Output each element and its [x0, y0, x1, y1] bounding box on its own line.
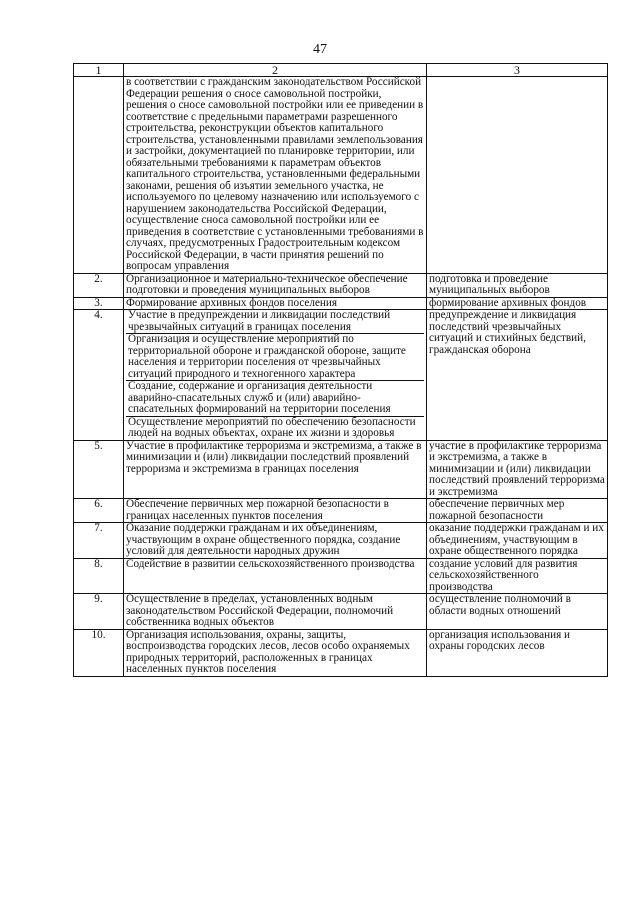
table-row — [74, 523, 608, 559]
column-header-1: 1 — [74, 64, 124, 77]
authority-scope-cell: предупреждение и ликвидация последствий чрезвычайных ситуаций и стихийных бедствий, гражданская оборона — [427, 310, 608, 441]
row-number: 4. — [74, 310, 124, 441]
table-row — [74, 273, 608, 297]
row-number: 7. — [74, 523, 124, 559]
authority-scope-cell: организация использования и охраны городских лесов — [427, 629, 608, 676]
authority-scope-cell — [427, 77, 608, 274]
table-row — [74, 310, 608, 441]
competence-table — [73, 63, 608, 677]
authority-scope-cell: участие в профилактике терроризма и экстремизма, а также в минимизации и (или) ликвидации последствий проявлений терроризма и экстремизма — [427, 440, 608, 499]
page-number: 47 — [313, 42, 327, 57]
municipal-issue-cell: Осуществление в пределах, установленных водным законодательством Российской Федерации, полномочий собственника водных объектов — [124, 594, 427, 630]
authority-scope-cell: формирование архивных фондов — [427, 297, 608, 310]
authority-scope-cell: создание условий для развития сельскохозяйственного производства — [427, 558, 608, 594]
row-number — [74, 77, 124, 274]
municipal-issue-cell: в соответствии с гражданским законодательством Российской Федерации решения о сносе самовольной постройки, решения о сносе самовольной постройки или ее приведении в соответствие с предельными параметрами разрешенного строительства, реконструкции объектов капитального строительства, установленными правилами землепользования и застройки, документацией по планировке территории, или обязательными требованиями к параметрам объектов капитального строительства, установленными федеральными законами, решения об изъятии земельного участка, не используемого по целевому назначению или используемого с нарушением законодательства Российской Федерации, осуществление сноса самовольной постройки или ее приведения в соответствие с установленными требованиями в случаях, предусмотренных Градостроительным кодексом Российской Федерации, в части принятия решений по вопросам управления — [124, 77, 427, 274]
municipal-issue-subitem: Участие в предупреждении и ликвидации последствий чрезвычайных ситуаций в границах поселения — [128, 309, 391, 333]
row-number: 6. — [74, 499, 124, 523]
municipal-issue-cell: Формирование архивных фондов поселения — [124, 297, 427, 310]
table-row — [74, 629, 608, 676]
table-row — [74, 499, 608, 523]
table-row — [74, 558, 608, 594]
authority-scope-cell: подготовка и проведение муниципальных выборов — [427, 273, 608, 297]
row-number: 10. — [74, 629, 124, 676]
column-header-3: 3 — [427, 64, 608, 77]
municipal-issue-cell: Организационное и материально-техническое обеспечение подготовки и проведения муниципальных выборов — [124, 273, 427, 297]
municipal-issue-subitem: Организация и осуществление мероприятий по территориальной обороне и гражданской обороне, защите населения и территории поселения от чрезвычайных ситуаций природного и техногенного характера — [126, 333, 424, 380]
authority-scope-cell: обеспечение первичных мер пожарной безопасности — [427, 499, 608, 523]
municipal-issue-cell: Содействие в развитии сельскохозяйственного производства — [124, 558, 427, 594]
table-row — [74, 440, 608, 499]
municipal-issue-cell — [124, 310, 427, 441]
authority-scope-cell: оказание поддержки гражданам и их объединениям, участвующим в охране общественного порядка — [427, 523, 608, 559]
row-number: 9. — [74, 594, 124, 630]
municipal-issue-subitem: Создание, содержание и организация деятельности аварийно-спасательных служб и (или) аварийно-спасательных формирований на территории поселения — [126, 380, 424, 416]
authority-scope-cell: осуществление полномочий в области водных отношений — [427, 594, 608, 630]
row-number: 5. — [74, 440, 124, 499]
municipal-issue-cell: Организация использования, охраны, защиты, воспроизводства городских лесов, лесов особо охраняемых природных территорий, расположенных в границах населенных пунктов поселения — [124, 629, 427, 676]
row-number: 8. — [74, 558, 124, 594]
row-number: 2. — [74, 273, 124, 297]
row-number: 3. — [74, 297, 124, 310]
table-row — [74, 594, 608, 630]
municipal-issue-cell: Обеспечение первичных мер пожарной безопасности в границах населенных пунктов поселения — [124, 499, 427, 523]
municipal-issue-cell: Участие в профилактике терроризма и экстремизма, а также в минимизации и (или) ликвидации последствий проявлений терроризма и экстремизма в границах поселения — [124, 440, 427, 499]
municipal-issue-subitem: Осуществление мероприятий по обеспечению безопасности людей на водных объектах, охране их жизни и здоровья — [126, 416, 424, 440]
table-header-row — [74, 64, 608, 77]
table-row — [74, 77, 608, 274]
column-header-2: 2 — [124, 64, 427, 77]
table-row — [74, 297, 608, 310]
municipal-issue-cell: Оказание поддержки гражданам и их объединениям, участвующим в охране общественного порядка, создание условий для деятельности народных дружин — [124, 523, 427, 559]
